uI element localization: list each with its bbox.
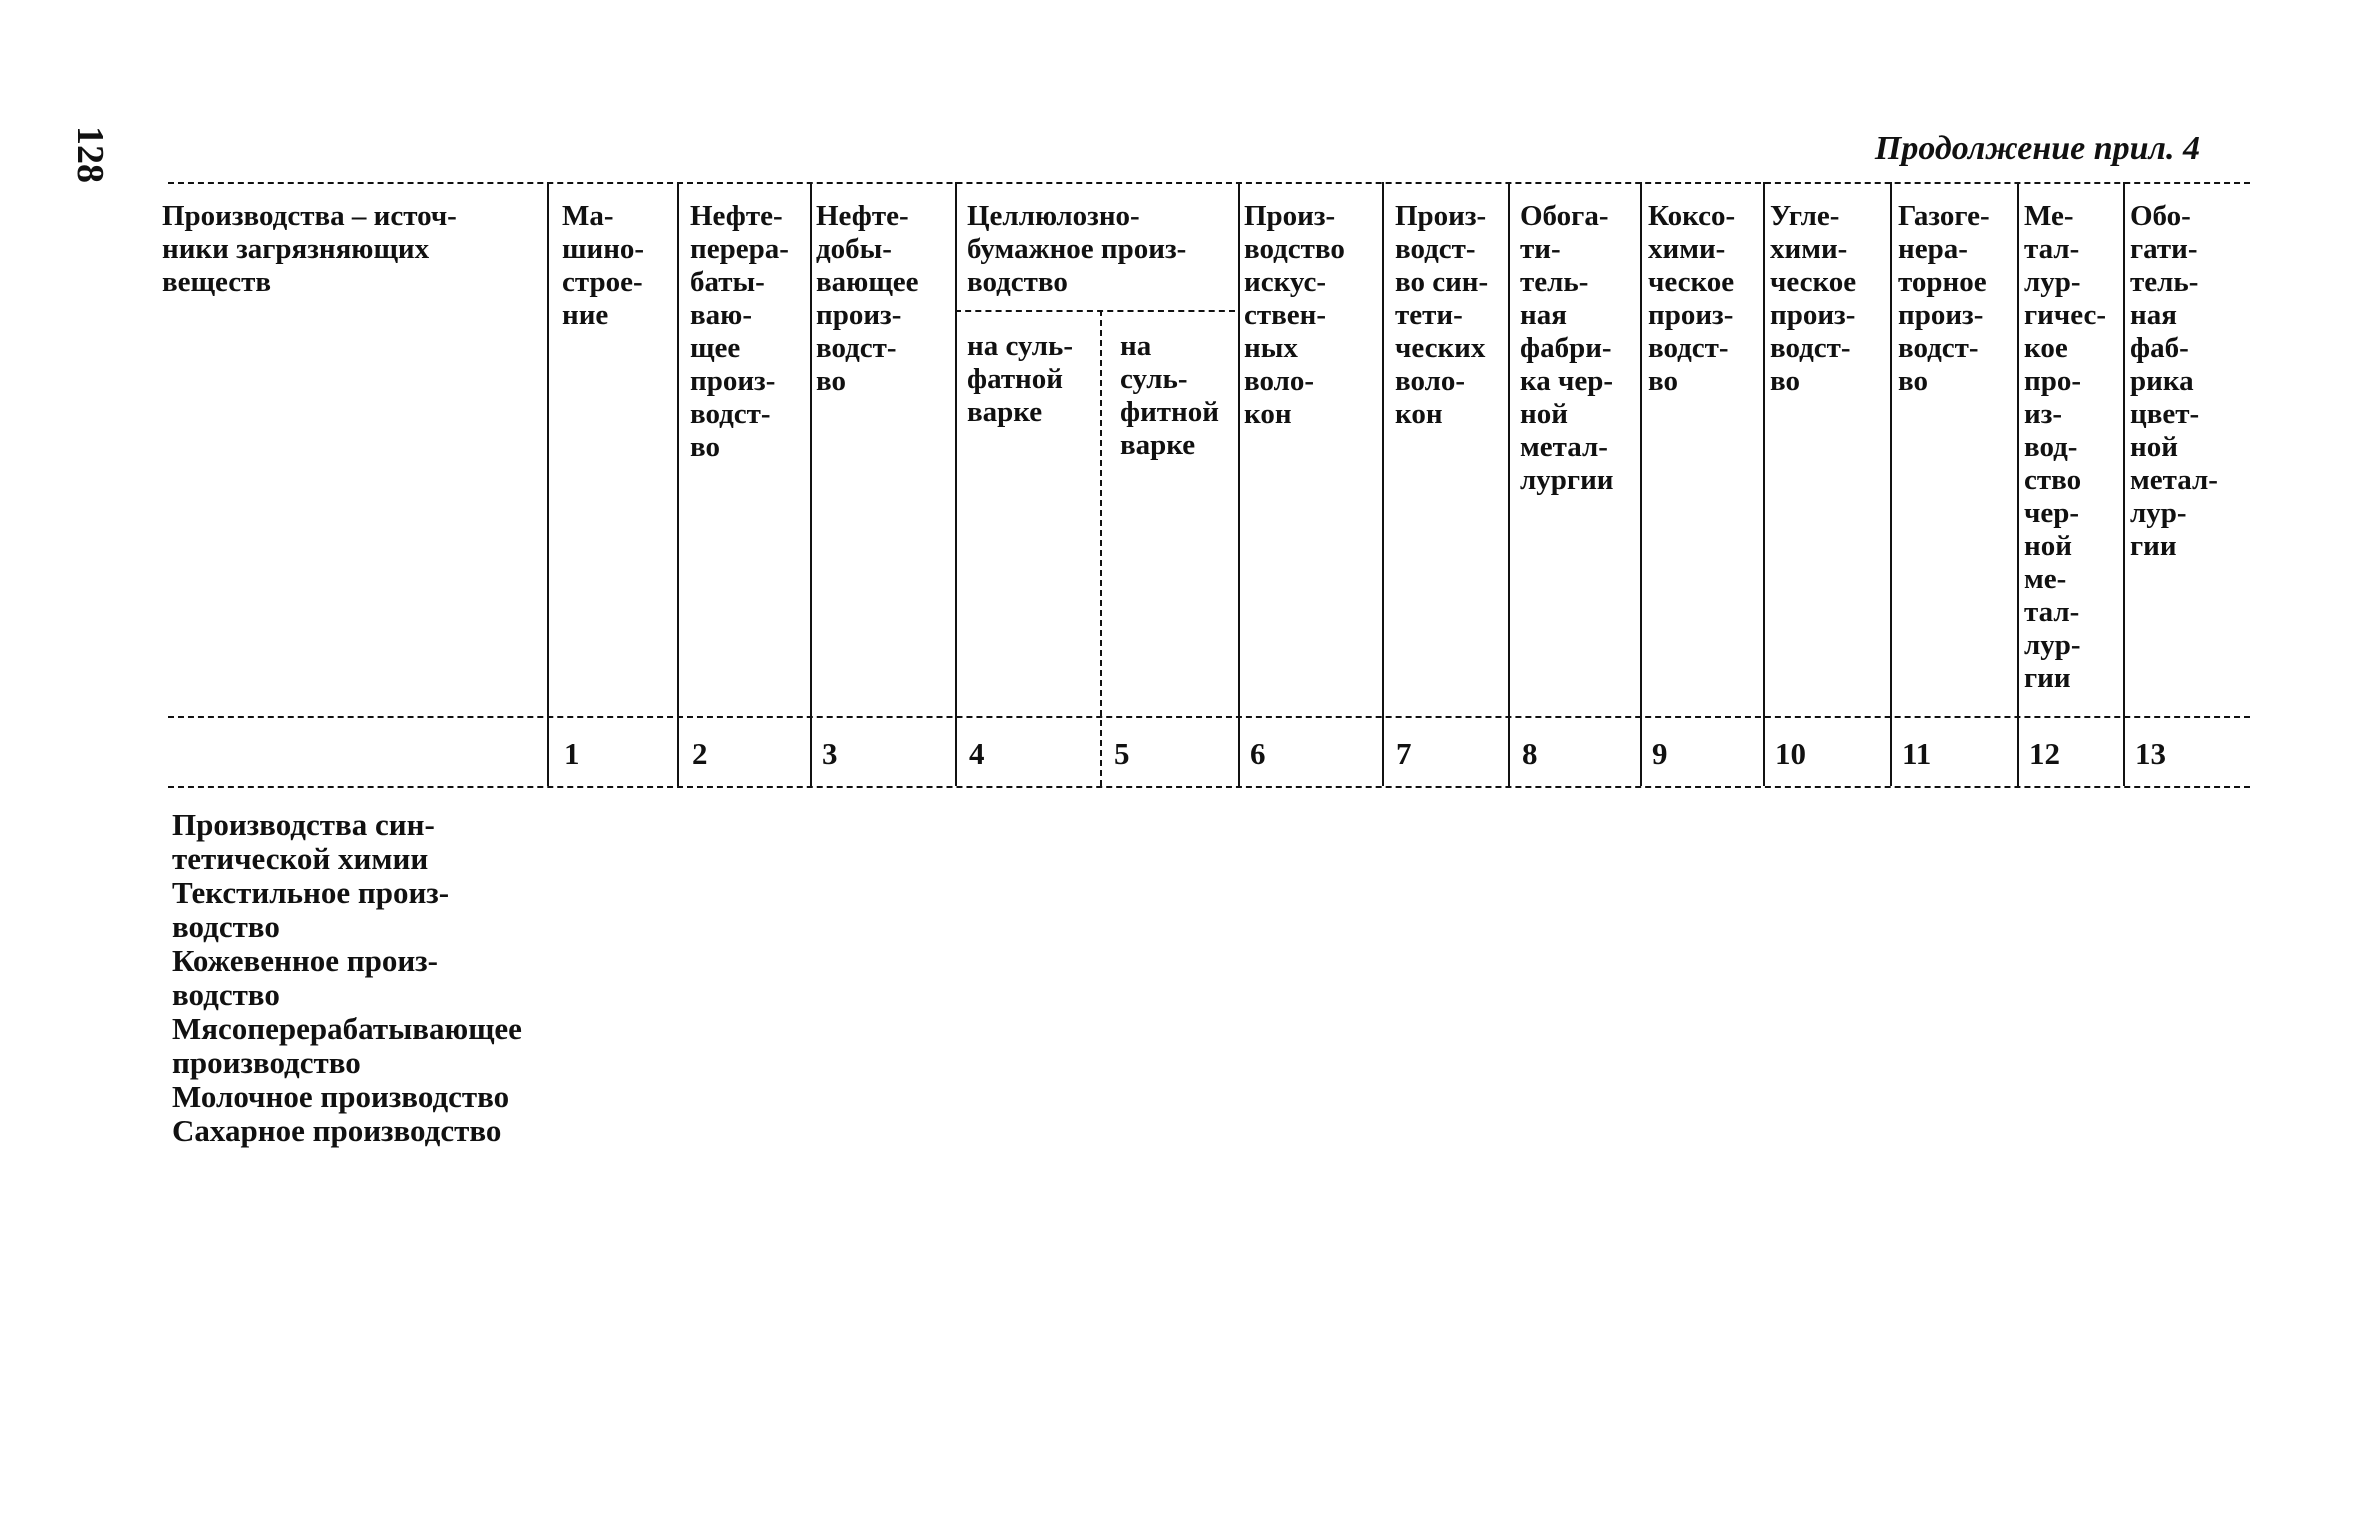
column-header: Нефте- перера- баты- ваю- щее произ- водст- во — [690, 200, 789, 463]
group-header: Целлюлозно- бумажное произ- водство — [967, 200, 1187, 298]
stub-header: Производства – источ- ники загрязняющих веществ — [162, 200, 457, 298]
column-number: 5 — [1114, 736, 1130, 771]
column-number: 10 — [1775, 736, 1806, 771]
column-number: 11 — [1902, 736, 1932, 771]
column-header: на суль- фитной варке — [1120, 330, 1219, 461]
col-divider — [547, 182, 549, 786]
col-divider — [1890, 182, 1892, 786]
column-header: Ме- тал- лур- гичес- кое про- из- вод- ство чер- ной ме- тал- лур- гии — [2024, 200, 2106, 694]
column-header: Нефте- добы- вающее произ- водст- во — [816, 200, 919, 397]
column-number: 7 — [1396, 736, 1412, 771]
col-divider — [1100, 310, 1102, 786]
col-divider — [677, 182, 679, 786]
col-divider — [1640, 182, 1642, 786]
row-labels: Производства син- тетической химии Текстильное произ- водство Кожевенное произ- водство Мясоперерабатывающее производство Молочное производство Сахарное производство — [172, 807, 522, 1148]
column-number: 8 — [1522, 736, 1538, 771]
column-number: 12 — [2029, 736, 2060, 771]
col-divider — [2017, 182, 2019, 786]
continuation-label: Продолжение прил. 4 — [1874, 130, 2200, 167]
column-number: 4 — [969, 736, 985, 771]
column-header: Обога- ти- тель- ная фабри- ка чер- ной метал- лургии — [1520, 200, 1614, 496]
column-number: 6 — [1250, 736, 1266, 771]
page-number: 128 — [69, 126, 111, 183]
column-header: на суль- фатной варке — [967, 330, 1073, 428]
group-divider-rule — [955, 310, 1235, 312]
column-header: Обо- гати- тель- ная фаб- рика цвет- ной метал- лур- гии — [2130, 200, 2218, 562]
col-divider — [810, 182, 812, 786]
col-divider — [1508, 182, 1510, 786]
column-header: Ма- шино- строе- ние — [562, 200, 645, 331]
column-number: 3 — [822, 736, 838, 771]
column-header: Произ- водство искус- ствен- ных воло- кон — [1244, 200, 1345, 430]
column-header: Коксо- хими- ческое произ- водст- во — [1648, 200, 1736, 397]
column-number: 1 — [564, 736, 580, 771]
numbers-bottom-rule — [168, 786, 2250, 788]
column-header: Газоге- нера- торное произ- водст- во — [1898, 200, 1990, 397]
column-number: 2 — [692, 736, 708, 771]
column-header: Произ- водст- во син- тети- ческих воло- кон — [1395, 200, 1489, 430]
col-divider — [955, 182, 957, 786]
column-header: Угле- хими- ческое произ- водст- во — [1770, 200, 1857, 397]
column-number: 9 — [1652, 736, 1668, 771]
header-bottom-rule — [168, 716, 2250, 718]
table-top-rule — [168, 182, 2250, 184]
col-divider — [2123, 182, 2125, 786]
col-divider — [1763, 182, 1765, 786]
col-divider — [1382, 182, 1384, 786]
column-number: 13 — [2135, 736, 2166, 771]
